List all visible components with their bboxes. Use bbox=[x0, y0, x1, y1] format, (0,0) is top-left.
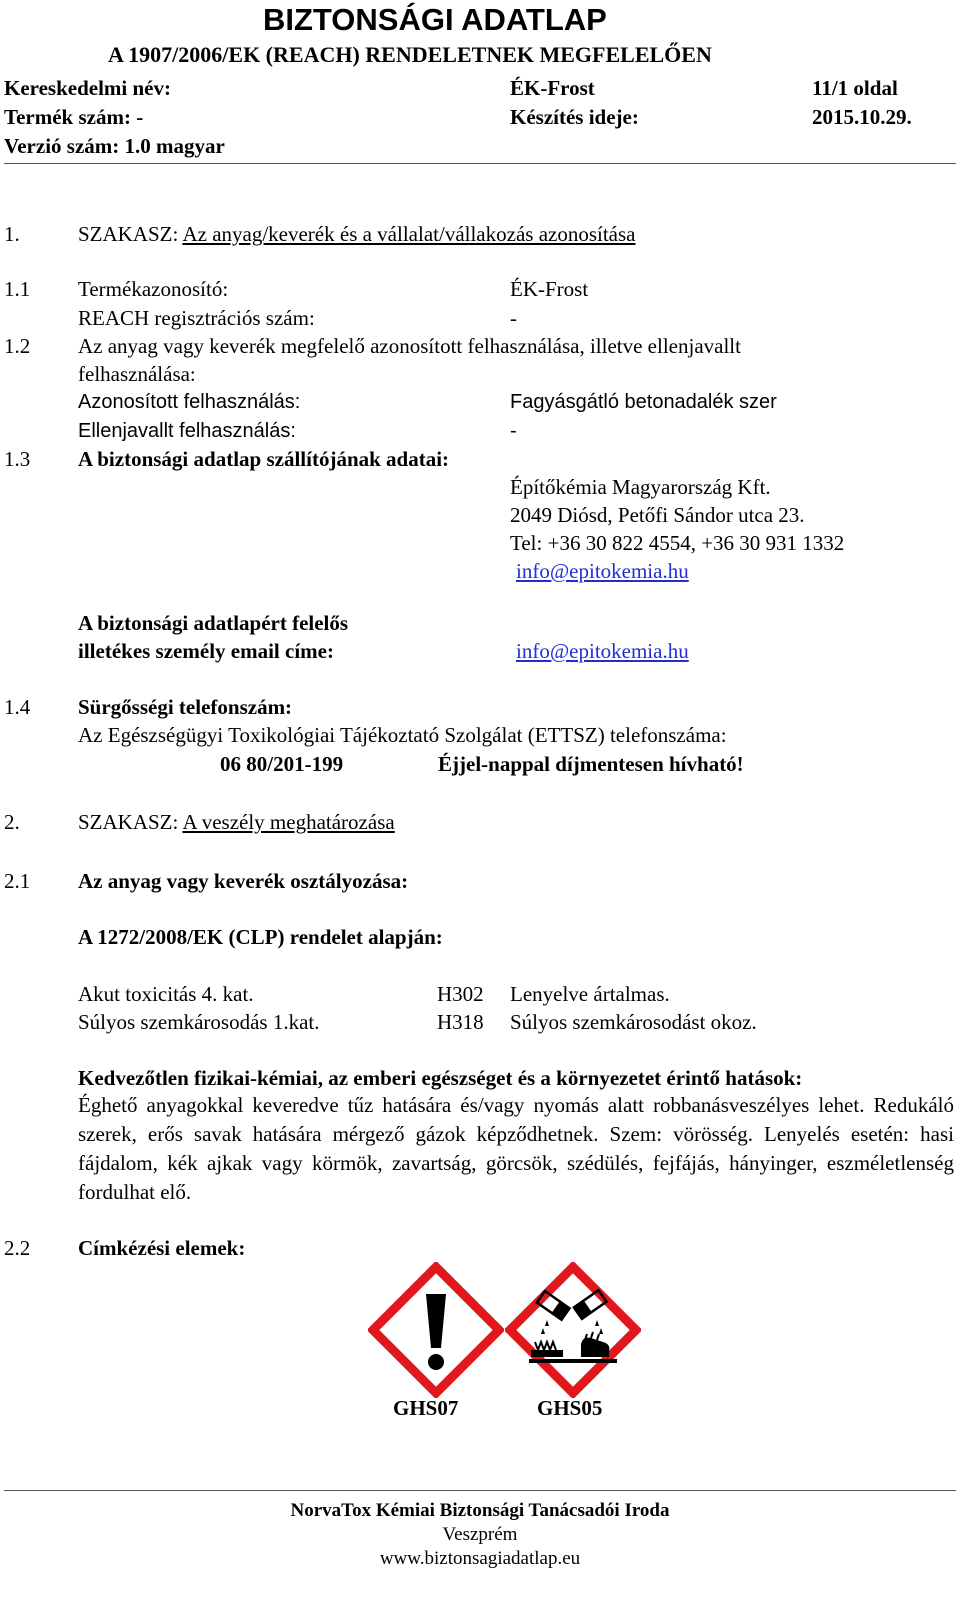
supplier-phone: Tel: +36 30 822 4554, +36 30 931 1332 bbox=[510, 531, 845, 555]
s13-number: 1.3 bbox=[4, 447, 31, 471]
hazard-class: Akut toxicitás 4. kat. bbox=[78, 982, 254, 1006]
section2-prefix: SZAKASZ: bbox=[78, 810, 179, 834]
hazard-statement: Súlyos szemkárosodást okoz. bbox=[510, 1010, 757, 1034]
s13-label: A biztonsági adatlap szállítójának adatai: bbox=[78, 447, 450, 471]
footer-website[interactable]: www.biztonsagiadatlap.eu bbox=[379, 1548, 581, 1569]
s21-label: Az anyag vagy keverék osztályozása: bbox=[78, 869, 409, 893]
page-info: 11/1 oldal bbox=[812, 76, 898, 100]
section1-title: Az anyag/keverék és a vállalat/vállakozás azonosítása bbox=[182, 222, 636, 246]
date-value: 2015.10.29. bbox=[812, 105, 912, 129]
section2-title: A veszély meghatározása bbox=[182, 810, 395, 834]
effects-text: Éghető anyagokkal keveredve tűz hatására és/vagy nyomás alatt robbanásveszélyes lehet. Redukáló szerek, erős savak hatására mérgező gázok képződhetnek. Szem: vörösség. Lenyelés esetén: hasi fájdalom, kék ajkak vagy körmök, zavartság, görcsök, szédülés, fejfájás, hányinger, eszméletlenség fordulhat elő. bbox=[78, 1093, 954, 1204]
identified-use-value: Fagyásgátló betonadalék szer bbox=[510, 391, 777, 413]
supplier-email-link[interactable]: info@epitokemia.hu bbox=[516, 559, 689, 583]
section1-prefix: SZAKASZ: bbox=[78, 222, 179, 246]
ghs05-pictogram bbox=[505, 1262, 641, 1398]
ghs07-pictogram bbox=[368, 1262, 504, 1398]
s12-number: 1.2 bbox=[4, 334, 31, 358]
section1-heading bbox=[78, 224, 636, 245]
trade-name-value: ÉK-Frost bbox=[510, 76, 595, 100]
s11-value: ÉK-Frost bbox=[510, 277, 589, 301]
hazard-class: Súlyos szemkárosodás 1.kat. bbox=[78, 1010, 320, 1034]
s22-label: Címkézési elemek: bbox=[78, 1236, 246, 1260]
version: Verzió szám: 1.0 magyar bbox=[4, 134, 225, 158]
reach-label: REACH regisztrációs szám: bbox=[78, 306, 315, 330]
s14-description: Az Egészségügyi Toxikológiai Tájékoztató Szolgálat (ETTSZ) telefonszáma: bbox=[78, 723, 727, 747]
footer-org: NorvaTox Kémiai Biztonsági Tanácsadói Iroda bbox=[290, 1500, 670, 1521]
document-subtitle: A 1907/2006/EK (REACH) RENDELETNEK MEGFELELŐEN bbox=[108, 42, 712, 67]
emergency-number: 06 80/201-199 bbox=[220, 752, 344, 776]
contraindicated-use-value: - bbox=[510, 420, 517, 442]
section1-number: 1. bbox=[4, 222, 20, 246]
section2-heading bbox=[78, 812, 395, 833]
clp-label: A 1272/2008/EK (CLP) rendelet alapján: bbox=[78, 925, 443, 949]
footer-city: Veszprém bbox=[442, 1524, 518, 1545]
header-divider bbox=[4, 163, 956, 164]
section2-number: 2. bbox=[4, 810, 20, 834]
s11-number: 1.1 bbox=[4, 277, 31, 301]
emergency-note: Éjjel-nappal díjmentesen hívható! bbox=[438, 752, 744, 776]
responsible-person-line1: A biztonsági adatlapért felelős bbox=[78, 611, 349, 635]
date-label: Készítés ideje: bbox=[510, 105, 639, 129]
footer-divider bbox=[4, 1490, 956, 1491]
s22-number: 2.2 bbox=[4, 1236, 31, 1260]
s11-label: Termékazonosító: bbox=[78, 277, 229, 301]
identified-use-label: Azonosított felhasználás: bbox=[78, 391, 301, 413]
contraindicated-use-label: Ellenjavallt felhasználás: bbox=[78, 420, 296, 442]
s12-line1: Az anyag vagy keverék megfelelő azonosított felhasználása, illetve ellenjavallt bbox=[78, 334, 741, 358]
supplier-address: 2049 Diósd, Petőfi Sándor utca 23. bbox=[510, 503, 805, 527]
hazard-code: H302 bbox=[437, 982, 484, 1006]
supplier-company: Építőkémia Magyarország Kft. bbox=[510, 475, 771, 499]
trade-name-label: Kereskedelmi név: bbox=[4, 76, 171, 100]
s14-label: Sürgősségi telefonszám: bbox=[78, 695, 293, 719]
reach-value: - bbox=[510, 306, 517, 330]
s14-number: 1.4 bbox=[4, 695, 31, 719]
ghs07-label: GHS07 bbox=[393, 1396, 459, 1420]
ghs05-label: GHS05 bbox=[537, 1396, 603, 1420]
responsible-email-link[interactable]: info@epitokemia.hu bbox=[516, 639, 689, 663]
hazard-statement: Lenyelve ártalmas. bbox=[510, 982, 670, 1006]
s21-number: 2.1 bbox=[4, 869, 31, 893]
product-number: Termék szám: - bbox=[4, 105, 144, 129]
hazard-code: H318 bbox=[437, 1010, 484, 1034]
document-title: BIZTONSÁGI ADATLAP bbox=[263, 2, 607, 37]
responsible-person-line2: illetékes személy email címe: bbox=[78, 639, 334, 663]
effects-heading: Kedvezőtlen fizikai-kémiai, az emberi egészséget és a környezetet érintő hatások: bbox=[78, 1066, 803, 1090]
s12-line2: felhasználása: bbox=[78, 362, 196, 386]
